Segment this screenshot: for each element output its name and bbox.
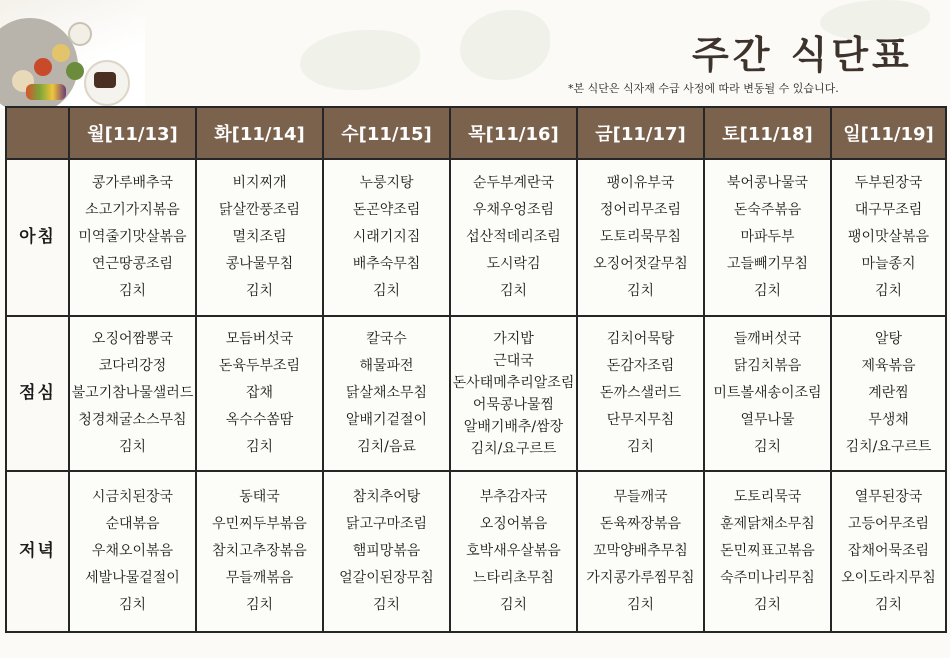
menu-item: 미역줄기맛살볶음 xyxy=(78,229,187,245)
menu-cell xyxy=(196,316,323,471)
menu-item: 얼갈이된장무침 xyxy=(339,570,434,586)
menu-item: 햄피망볶음 xyxy=(352,543,421,559)
menu-cell xyxy=(196,159,323,316)
menu-item: 우채오이볶음 xyxy=(91,543,174,559)
menu-cell xyxy=(69,471,196,632)
grilled-meat-icon xyxy=(94,72,116,88)
menu-item: 김치 xyxy=(626,283,655,299)
menu-cell xyxy=(323,471,450,632)
day-header: 월[11/13] xyxy=(69,107,196,159)
menu-item: 멸치조림 xyxy=(232,229,287,245)
meal-label: 아침 xyxy=(6,159,69,316)
menu-item: 북어콩나물국 xyxy=(726,175,809,191)
menu-item: 불고기참나물샐러드 xyxy=(71,385,194,401)
menu-item: 돈감자조림 xyxy=(606,358,675,374)
menu-item: 시래기지짐 xyxy=(352,229,421,245)
menu-cell xyxy=(831,159,946,316)
menu-cell xyxy=(323,316,450,471)
menu-item: 연근땅콩조림 xyxy=(91,256,174,272)
menu-item: 콩나물무침 xyxy=(225,256,294,272)
menu-item: 누룽지탕 xyxy=(359,175,414,191)
menu-item: 김치 xyxy=(499,283,528,299)
menu-item: 닭김치볶음 xyxy=(733,358,802,374)
menu-cell xyxy=(69,316,196,471)
menu-item: 순대볶음 xyxy=(105,516,160,532)
menu-cell xyxy=(450,316,577,471)
menu-item: 오이도라지무침 xyxy=(841,570,936,586)
menu-item: 계란찜 xyxy=(868,385,909,401)
weekly-menu-table xyxy=(5,106,947,633)
menu-cell xyxy=(704,471,831,632)
menu-item: 돈곤약조림 xyxy=(352,202,421,218)
menu-item: 팽이맛살볶음 xyxy=(847,229,930,245)
bowl-icon xyxy=(66,62,84,80)
menu-item: 고들빼기무침 xyxy=(726,256,809,272)
menu-item: 돈까스샐러드 xyxy=(599,385,682,401)
menu-cell xyxy=(450,159,577,316)
menu-item: 김치 xyxy=(753,597,782,613)
menu-item: 배추숙무침 xyxy=(352,256,421,272)
menu-item: 근대국 xyxy=(493,352,534,369)
menu-item: 무들깨볶음 xyxy=(225,570,294,586)
day-header-row xyxy=(6,107,946,159)
menu-item: 대구무조림 xyxy=(854,202,923,218)
vegetable-icon xyxy=(26,84,66,100)
menu-item: 우채우엉조림 xyxy=(472,202,555,218)
menu-item: 꼬막양배추무침 xyxy=(593,543,688,559)
menu-item: 시금치된장국 xyxy=(91,489,174,505)
menu-item: 김치어묵탕 xyxy=(606,331,675,347)
menu-item: 김치 xyxy=(753,283,782,299)
menu-item: 김치 xyxy=(372,283,401,299)
menu-item: 우민찌두부볶음 xyxy=(212,516,307,532)
menu-item: 단무지무침 xyxy=(606,412,675,428)
menu-item: 김치 xyxy=(499,597,528,613)
menu-cell xyxy=(704,159,831,316)
background-leaf xyxy=(300,30,420,90)
menu-item: 김치 xyxy=(118,439,147,455)
menu-item: 김치 xyxy=(245,439,274,455)
menu-item: 도토리묵무침 xyxy=(599,229,682,245)
menu-item: 열무나물 xyxy=(740,412,795,428)
menu-item: 김치 xyxy=(874,597,903,613)
menu-item: 돈사태메추리알조림 xyxy=(452,374,575,391)
menu-item: 김치 xyxy=(372,597,401,613)
menu-item: 미트볼새송이조림 xyxy=(713,385,822,401)
menu-item: 팽이유부국 xyxy=(606,175,675,191)
day-header: 목[11/16] xyxy=(450,107,577,159)
menu-item: 김치/요구르트 xyxy=(470,440,557,457)
menu-item: 비지찌개 xyxy=(232,175,287,191)
menu-cell xyxy=(577,316,704,471)
menu-item: 가지밥 xyxy=(493,330,534,347)
menu-cell xyxy=(196,471,323,632)
meal-row xyxy=(6,159,946,316)
menu-cell xyxy=(831,316,946,471)
menu-cell xyxy=(450,471,577,632)
day-header: 토[11/18] xyxy=(704,107,831,159)
menu-item: 청경채굴소스무침 xyxy=(78,412,187,428)
menu-cell xyxy=(323,159,450,316)
menu-item: 순두부계란국 xyxy=(472,175,555,191)
menu-item: 정어리무조림 xyxy=(599,202,682,218)
menu-item: 느타리초무침 xyxy=(472,570,555,586)
menu-item: 옥수수쏨땀 xyxy=(225,412,294,428)
menu-item: 모듬버섯국 xyxy=(225,331,294,347)
menu-item: 김치/요구르트 xyxy=(845,439,932,455)
menu-cell xyxy=(831,471,946,632)
menu-cell xyxy=(577,471,704,632)
menu-item: 김치 xyxy=(118,597,147,613)
menu-item: 김치/음료 xyxy=(357,439,416,455)
menu-item: 코다리강정 xyxy=(98,358,167,374)
menu-item: 숙주미나리무침 xyxy=(720,570,815,586)
menu-item: 김치 xyxy=(753,439,782,455)
day-header: 일[11/19] xyxy=(831,107,946,159)
bowl-icon xyxy=(34,58,52,76)
menu-cell xyxy=(69,159,196,316)
menu-item: 돈숙주볶음 xyxy=(733,202,802,218)
menu-item: 알탕 xyxy=(874,331,903,347)
menu-item: 무들깨국 xyxy=(613,489,668,505)
page-title: 주간 식단표 xyxy=(692,33,913,77)
menu-item: 소고기가지볶음 xyxy=(85,202,180,218)
menu-item: 닭살채소무침 xyxy=(345,385,428,401)
menu-item: 김치 xyxy=(626,439,655,455)
menu-item: 김치 xyxy=(245,597,274,613)
menu-item: 오징어볶음 xyxy=(479,516,548,532)
menu-item: 세발나물겉절이 xyxy=(85,570,180,586)
menu-item: 콩가루배추국 xyxy=(91,175,174,191)
menu-item: 도토리묵국 xyxy=(733,489,802,505)
menu-item: 해물파전 xyxy=(359,358,414,374)
menu-item: 동태국 xyxy=(239,489,280,505)
menu-item: 잡채 xyxy=(245,385,274,401)
menu-item: 마늘종지 xyxy=(861,256,916,272)
menu-item: 참치추어탕 xyxy=(352,489,421,505)
menu-item: 부추감자국 xyxy=(479,489,548,505)
day-header: 수[11/15] xyxy=(323,107,450,159)
meal-label: 저녁 xyxy=(6,471,69,632)
menu-item: 돈육짜장볶음 xyxy=(599,516,682,532)
meal-label: 점심 xyxy=(6,316,69,471)
corner-cell xyxy=(6,107,69,159)
menu-item: 칼국수 xyxy=(366,331,407,347)
menu-item: 훈제닭채소무침 xyxy=(720,516,815,532)
menu-cell xyxy=(704,316,831,471)
menu-item: 가지콩가루찜무침 xyxy=(586,570,695,586)
background-leaf xyxy=(460,10,550,80)
menu-item: 도시락김 xyxy=(486,256,541,272)
menu-item: 닭고구마조림 xyxy=(345,516,428,532)
menu-item: 고등어무조림 xyxy=(847,516,930,532)
menu-item: 들깨버섯국 xyxy=(733,331,802,347)
menu-item: 오징어젓갈무침 xyxy=(593,256,688,272)
menu-item: 돈민찌표고볶음 xyxy=(720,543,815,559)
menu-item: 마파두부 xyxy=(740,229,795,245)
menu-item: 김치 xyxy=(118,283,147,299)
menu-item: 열무된장국 xyxy=(854,489,923,505)
day-header: 화[11/14] xyxy=(196,107,323,159)
menu-notice: *본 식단은 식자재 수급 사정에 따라 변동될 수 있습니다. xyxy=(568,82,839,95)
menu-item: 돈육두부조림 xyxy=(218,358,301,374)
food-photo xyxy=(0,0,145,108)
meal-row xyxy=(6,316,946,471)
menu-item: 알배기배추/쌈장 xyxy=(463,418,564,435)
menu-item: 두부된장국 xyxy=(854,175,923,191)
menu-item: 참치고추장볶음 xyxy=(212,543,307,559)
day-header: 금[11/17] xyxy=(577,107,704,159)
menu-item: 제육볶음 xyxy=(861,358,916,374)
bowl-icon xyxy=(68,22,92,46)
menu-item: 닭살깐풍조림 xyxy=(218,202,301,218)
menu-item: 김치 xyxy=(626,597,655,613)
menu-item: 무생채 xyxy=(868,412,909,428)
menu-item: 김치 xyxy=(874,283,903,299)
menu-item: 김치 xyxy=(245,283,274,299)
bowl-icon xyxy=(52,44,70,62)
menu-item: 호박새우살볶음 xyxy=(466,543,561,559)
meal-row xyxy=(6,471,946,632)
menu-item: 알배기겉절이 xyxy=(345,412,428,428)
menu-cell xyxy=(577,159,704,316)
menu-item: 어묵콩나물찜 xyxy=(472,396,555,413)
menu-item: 오징어짬뽕국 xyxy=(91,331,174,347)
menu-item: 섭산적데리조림 xyxy=(466,229,561,245)
menu-item: 잡채어묵조림 xyxy=(847,543,930,559)
